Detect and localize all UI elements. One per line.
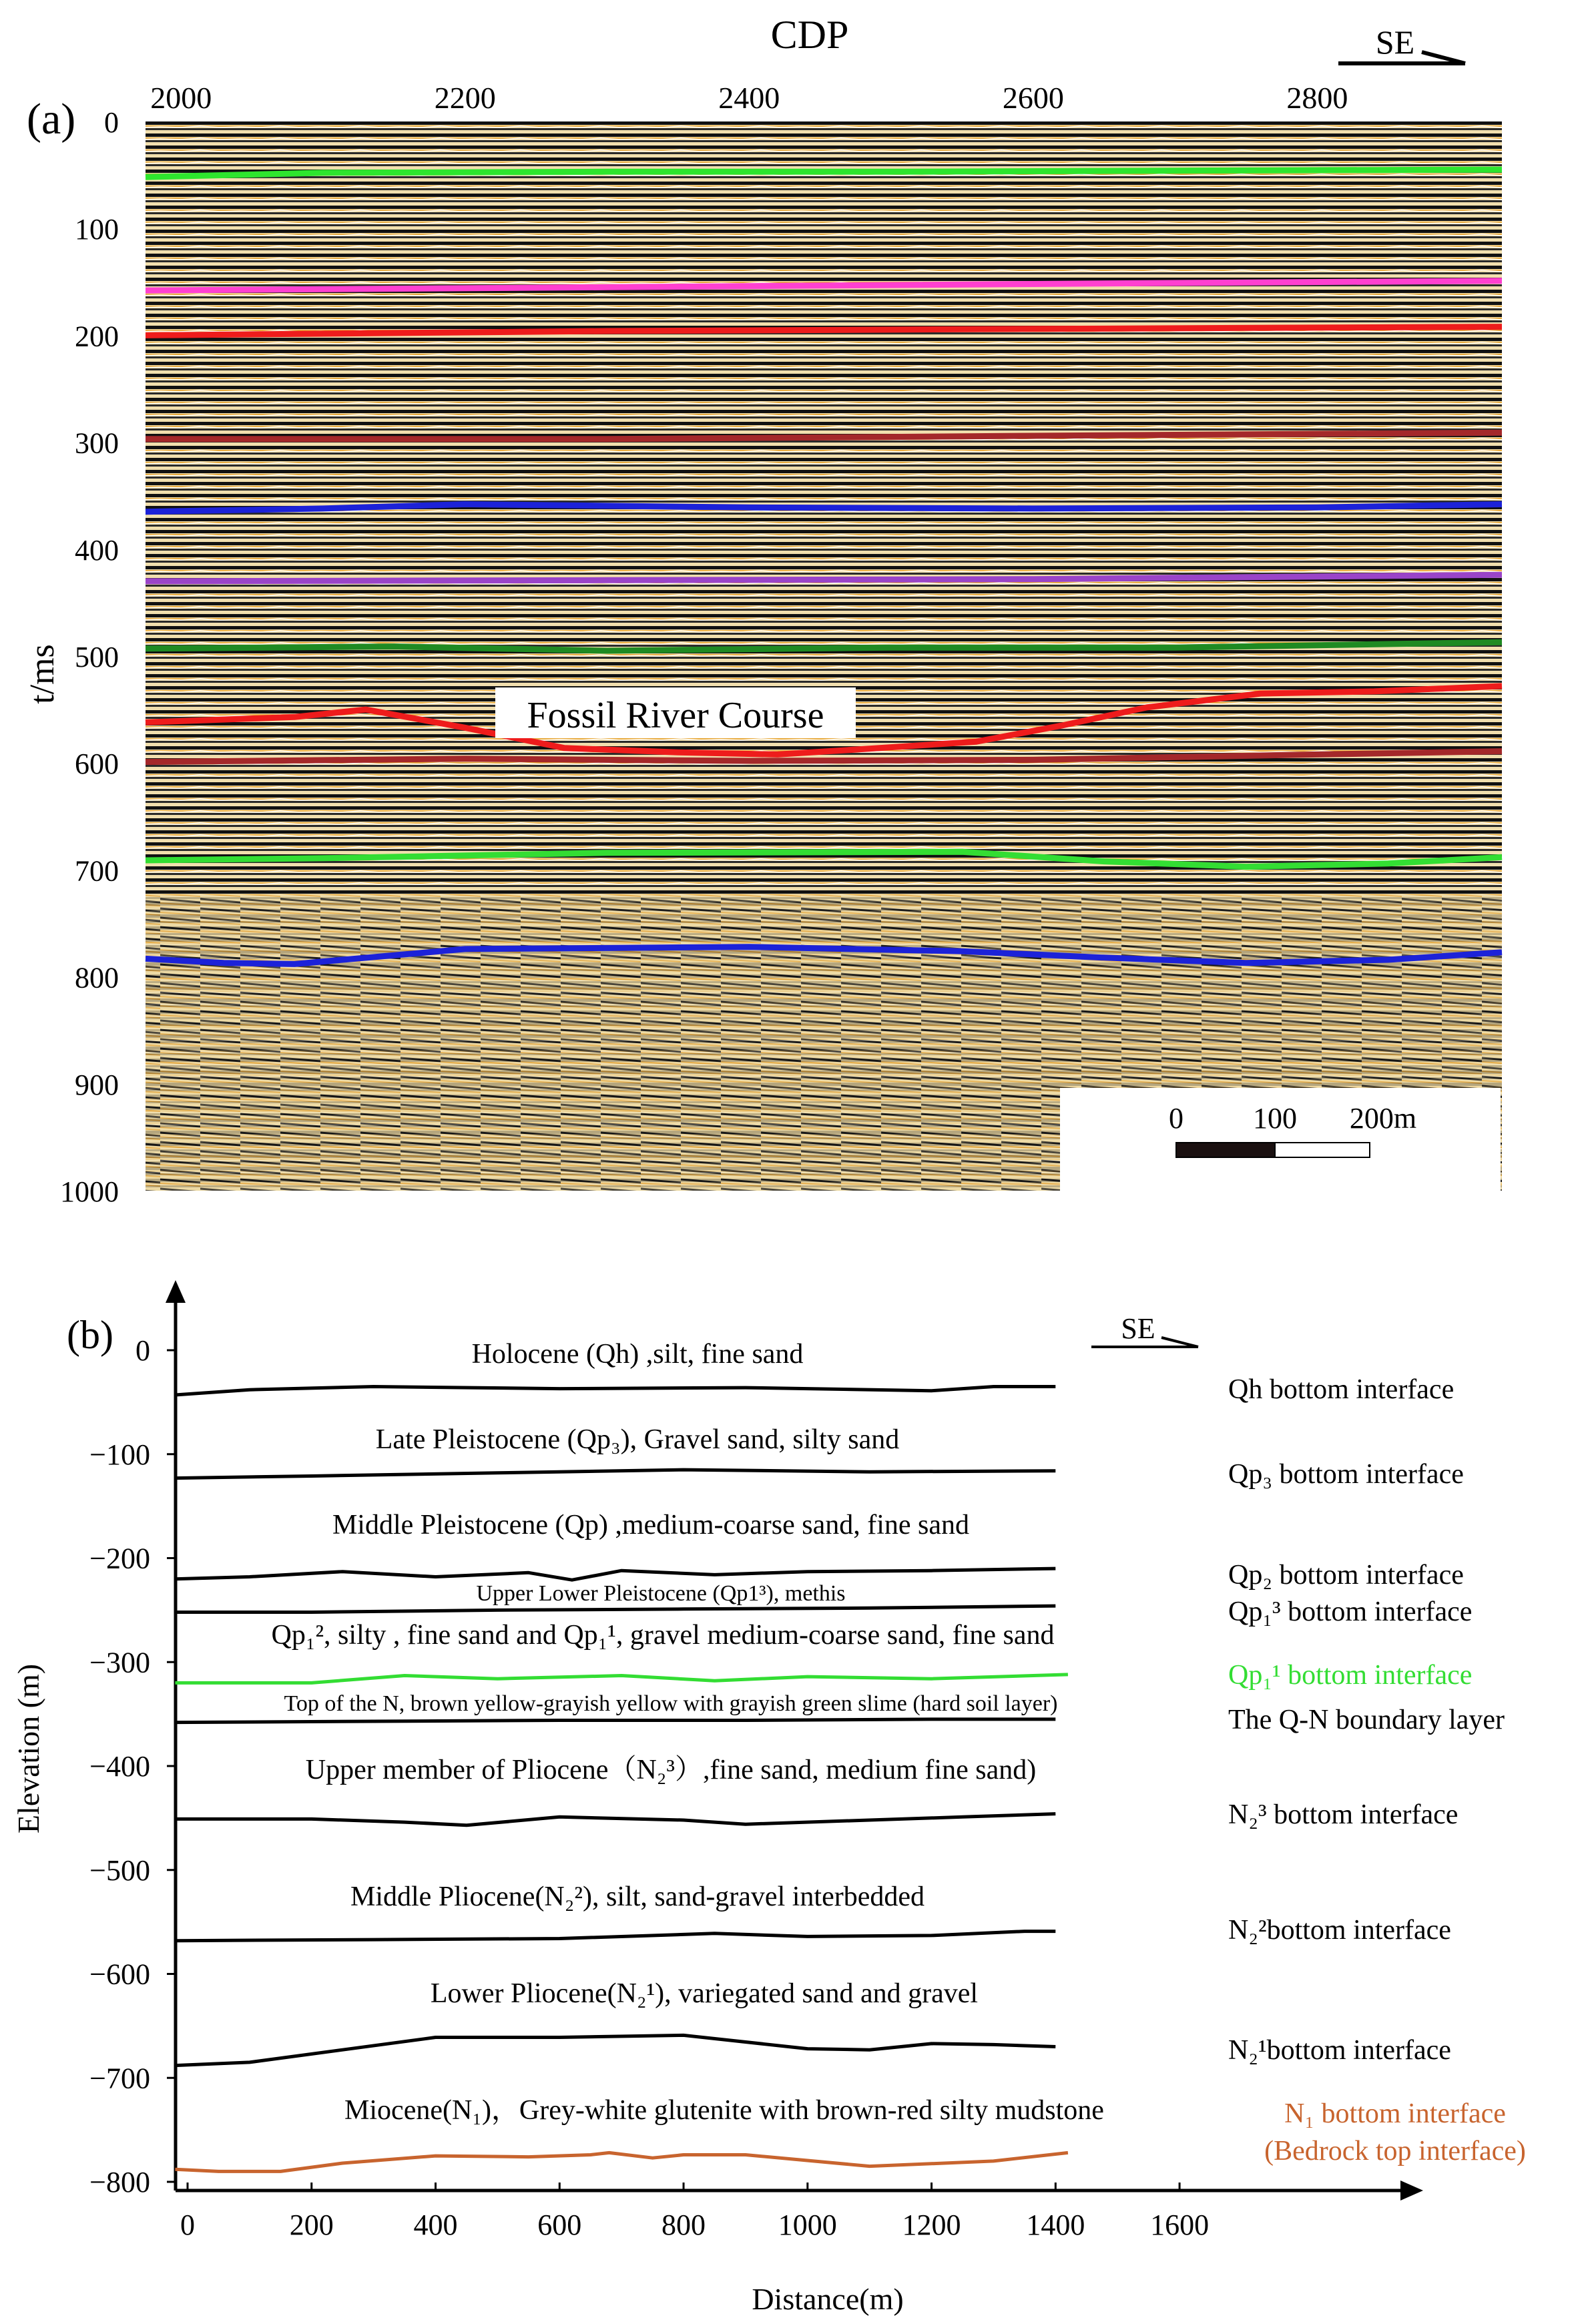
t-ms-tick-label: 500 (75, 641, 119, 673)
elevation-tick-label: −500 (89, 1853, 150, 1887)
interface-n21: N₂¹bottom interface (1228, 2035, 1451, 2066)
interface-qp2: Qp₂ bottom interface (1228, 1560, 1464, 1590)
layer-holocene: Holocene (Qh) ,silt, fine sand (471, 1339, 804, 1370)
panel-a-x-ticks (150, 81, 1348, 115)
t-ms-tick-label: 1000 (60, 1175, 119, 1208)
distance-tick-label: 1000 (778, 2209, 837, 2241)
distance-tick-label: 1600 (1150, 2209, 1210, 2241)
interface-line (175, 1932, 1055, 1941)
panel-a-y-ticks (60, 106, 119, 1208)
distance-tick-label: 800 (662, 2209, 706, 2241)
elevation-tick-label: −300 (89, 1646, 150, 1679)
direction-label-b: SE (1121, 1312, 1155, 1345)
direction-label-a: SE (1375, 23, 1415, 61)
layer-late-pleistocene: Late Pleistocene (Qp₃), Gravel sand, silty sand (375, 1424, 900, 1455)
cdp-tick-label: 2600 (1002, 81, 1064, 115)
interface-n1: N₁ bottom interface (1284, 2098, 1506, 2129)
interface-line (175, 1814, 1055, 1825)
elevation-axis-title: Elevation (m) (11, 1663, 45, 1834)
elevation-axis-arrow (166, 1280, 186, 1303)
layer-top-of-n: Top of the N, brown yellow-grayish yellow with grayish green slime (hard soil layer) (284, 1691, 1058, 1716)
panel-b-y-ticks (89, 1334, 176, 2199)
interface-n22: N₂²bottom interface (1228, 1915, 1451, 1946)
elevation-tick-label: −400 (89, 1750, 150, 1783)
distance-axis-arrow (1400, 2181, 1423, 2201)
layer-lower-pliocene: Lower Pliocene(N₂¹), variegated sand and gravel (430, 1978, 979, 2009)
interface-n23: N₂³ bottom interface (1228, 1799, 1459, 1830)
scale-label-200m: 200m (1349, 1102, 1417, 1135)
layer-upper-pliocene: Upper member of Pliocene（N₂³）,fine sand, medium fine sand) (305, 1755, 1037, 1785)
layer-middle-pliocene: Middle Pliocene(N₂²), silt, sand-gravel interbedded (350, 1881, 925, 1912)
elevation-tick-label: −100 (89, 1438, 150, 1471)
interface-qp13: Qp₁³ bottom interface (1228, 1596, 1473, 1627)
interface-line (175, 1470, 1055, 1478)
t-ms-tick-label: 100 (75, 213, 119, 246)
interface-line (175, 2152, 1068, 2171)
direction-indicator-a (1338, 23, 1465, 63)
fossil-river-callout (495, 687, 856, 738)
cdp-tick-label: 2000 (150, 81, 212, 115)
interface-line (175, 1568, 1055, 1580)
interface-bedrock-top: (Bedrock top interface) (1264, 2136, 1526, 2166)
layer-qp12-qp11: Qp₁², silty , fine sand and Qp₁¹, gravel medium-coarse sand, fine sand (271, 1620, 1055, 1651)
distance-tick-label: 1200 (902, 2209, 961, 2241)
t-ms-tick-label: 300 (75, 426, 119, 460)
distance-tick-label: 0 (180, 2209, 195, 2241)
cdp-axis-title: CDP (770, 13, 849, 57)
scale-bar-white (1275, 1143, 1370, 1157)
interface-q-n-boundary: The Q-N boundary layer (1228, 1705, 1505, 1735)
distance-tick-label: 200 (289, 2209, 334, 2241)
interface-qp3: Qp₃ bottom interface (1228, 1459, 1464, 1490)
interface-line (175, 2035, 1055, 2065)
distance-axis-title: Distance(m) (752, 2282, 904, 2316)
interface-line (175, 1606, 1055, 1612)
cdp-tick-label: 2400 (718, 81, 780, 115)
t-ms-tick-label: 0 (104, 106, 119, 139)
panel-a-label: (a) (27, 95, 76, 143)
elevation-tick-label: −700 (89, 2062, 150, 2095)
layer-middle-pleistocene: Middle Pleistocene (Qp) ,medium-coarse sand, fine sand (332, 1510, 970, 1540)
t-ms-tick-label: 700 (75, 854, 119, 888)
fossil-river-course-label: Fossil River Course (527, 695, 824, 736)
t-ms-tick-label: 200 (75, 320, 119, 353)
scale-label-100: 100 (1253, 1102, 1297, 1135)
interface-line (175, 1719, 1055, 1723)
cdp-tick-label: 2800 (1286, 81, 1348, 115)
elevation-tick-label: −600 (89, 1958, 150, 1991)
interface-qp11: Qp₁¹ bottom interface (1228, 1660, 1473, 1691)
distance-tick-label: 600 (537, 2209, 582, 2241)
t-ms-tick-label: 600 (75, 748, 119, 781)
direction-arrow-head-b (1161, 1338, 1198, 1347)
direction-indicator-b (1091, 1312, 1198, 1347)
interface-line (175, 1387, 1055, 1396)
elevation-tick-label: −800 (89, 2166, 150, 2199)
panel-b-label: (b) (67, 1313, 113, 1357)
t-ms-tick-label: 900 (75, 1068, 119, 1101)
elevation-tick-label: 0 (136, 1334, 150, 1367)
scale-label-0: 0 (1169, 1102, 1183, 1135)
panel-a (23, 13, 1502, 1208)
scale-bar (1060, 1088, 1501, 1191)
interface-qh: Qh bottom interface (1228, 1374, 1455, 1405)
t-ms-tick-label: 400 (75, 533, 119, 567)
t-ms-axis-title: t/ms (23, 644, 61, 704)
distance-tick-label: 400 (413, 2209, 458, 2241)
distance-tick-label: 1400 (1026, 2209, 1085, 2241)
t-ms-tick-label: 800 (75, 961, 119, 994)
layer-miocene: Miocene(N₁)，Grey-white glutenite with brown-red silty mudstone (344, 2095, 1104, 2126)
interface-line (175, 1675, 1068, 1683)
layer-upper-lower-pleistocene: Upper Lower Pleistocene (Qp1³), methis (476, 1581, 846, 1606)
cdp-tick-label: 2200 (434, 81, 496, 115)
panel-b (11, 1280, 1526, 2316)
scale-bar-black (1176, 1143, 1275, 1157)
elevation-tick-label: −200 (89, 1542, 150, 1575)
